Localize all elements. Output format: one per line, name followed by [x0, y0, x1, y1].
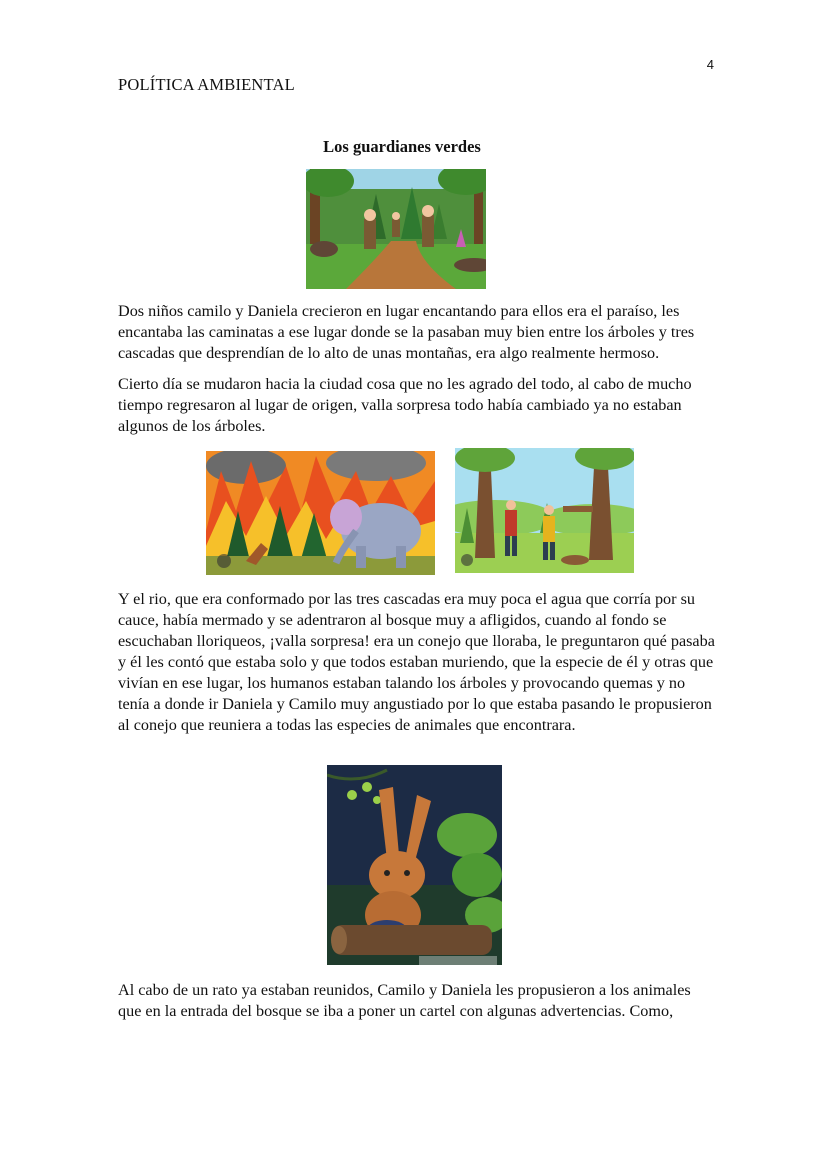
paragraph-1: Dos niños camilo y Daniela crecieron en lugar encantando para ellos era el paraíso, les encantaba las caminatas a ese lugar donde se la pasaban muy bien entre los árboles y tres cascadas que desprendían de lo alto de unas montañas, era algo realmente hermoso. — [118, 302, 695, 362]
forest-children-illustration — [306, 169, 486, 289]
forest-fire-illustration — [206, 451, 435, 575]
logging-illustration — [455, 448, 634, 573]
paragraph-2: Cierto día se mudaron hacia la ciudad cosa que no les agrado del todo, al cabo de mucho tiempo regresaron al lugar de origen, valla sorpresa todo había cambiado ya no estaban algunos de los árboles. — [118, 375, 692, 435]
crying-rabbit-illustration — [327, 765, 502, 965]
paragraph-4: Al cabo de un rato ya estaban reunidos, Camilo y Daniela les propusieron a los animales que en la entrada del bosque se iba a poner un cartel con algunas advertencias. Como, — [118, 981, 691, 1020]
paragraph-3: Y el rio, que era conformado por las tres cascadas era muy poca el agua que corría por su cauce, había mermado y se adentraron al bosque muy a afligidos, cuando al fondo se escuchaban lloriqueos, ¡valla sorpresa! era un conejo que lloraba, le preguntaron qué pasaba y él les contó que estaba solo y que todos estaban muriendo, que la especie de él y otras que vivían en ese lugar, los humanos estaban talando los árboles y provocando quemas y no tenía a donde ir Daniela y Camilo muy angustiado por lo que estaba pasando le propusieron al conejo que reuniera a todas las especies de animales que encontrara. — [118, 590, 715, 734]
story-title: Los guardianes verdes — [323, 137, 481, 156]
running-header: POLÍTICA AMBIENTAL — [118, 75, 295, 94]
page-number: 4 — [706, 57, 714, 72]
